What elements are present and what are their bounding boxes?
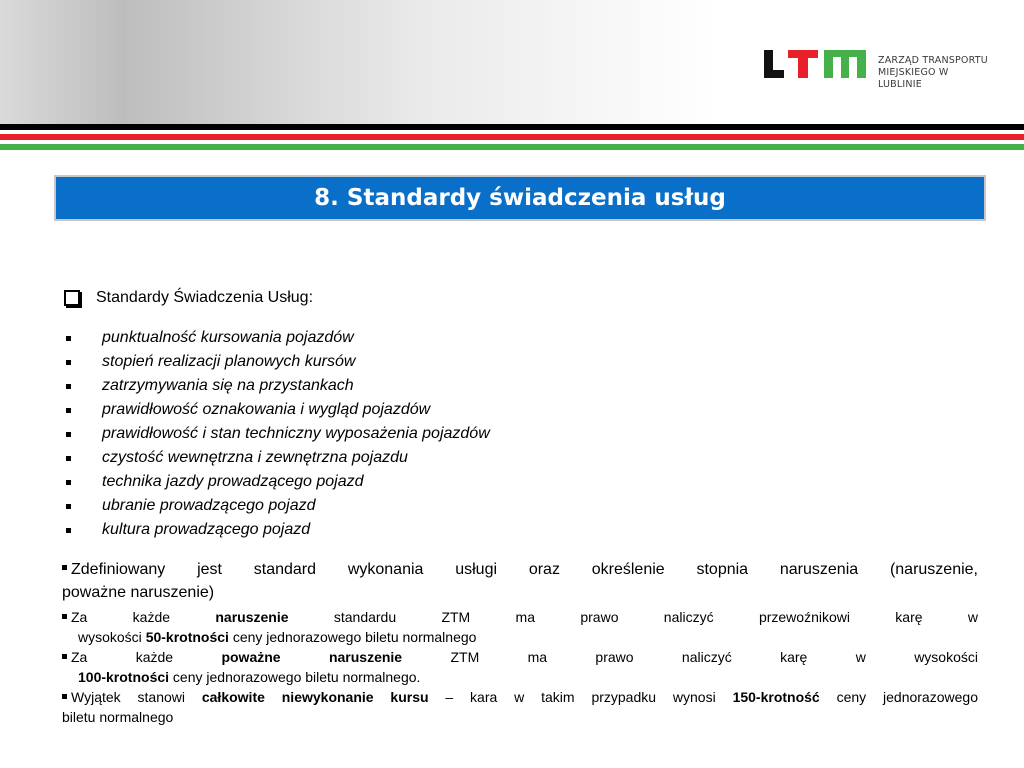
main-point-label: Standardy Świadczenia Usług:: [96, 289, 314, 306]
square-bullet-icon: [66, 480, 71, 485]
list-item-text: ubranie prowadzącego pojazd: [102, 497, 316, 514]
paragraph-serious-violation: Za każde poważne naruszenie ZTM ma prawo naliczyć karę w wysokości 100-krotności ceny jednorazowego biletu normalnego.: [62, 647, 978, 687]
square-bullet-icon: [62, 614, 67, 619]
standards-list: [62, 326, 978, 542]
square-bullet-icon: [66, 528, 71, 533]
list-item: [62, 422, 978, 446]
violation-bold: naruszenie: [215, 609, 289, 625]
penalty-50-bold: 50-krotności: [145, 629, 229, 645]
square-bullet-icon: [66, 504, 71, 509]
square-bullet-icon: [66, 336, 71, 341]
logo-text-line2: MIEJSKIEGO W LUBLINIE: [878, 67, 949, 90]
non-execution-bold: całkowite niewykonanie kursu: [201, 689, 429, 705]
slide-title: 8. Standardy świadczenia usług: [314, 185, 726, 211]
list-item: [62, 326, 978, 350]
list-item: [62, 470, 978, 494]
stripe-green: [0, 144, 1024, 150]
list-item-text: technika jazdy prowadzącego pojazd: [102, 473, 364, 490]
list-item: [62, 398, 978, 422]
p1-line2: poważne naruszenie): [62, 584, 215, 601]
list-item: [62, 494, 978, 518]
list-item-text: prawidłowość i stan techniczny wyposażenia pojazdów: [102, 425, 490, 442]
paragraph-exception: Wyjątek stanowi całkowite niewykonanie kursu – kara w takim przypadku wynosi 150-krotność ceny jednorazowego biletu normalnego: [62, 689, 978, 725]
list-item: [62, 518, 978, 542]
square-bullet-icon: [62, 694, 67, 699]
checkbox-bullet-icon: [64, 290, 80, 306]
decorative-stripes: [0, 124, 1024, 150]
list-item-text: czystość wewnętrzna i zewnętrzna pojazdu: [102, 449, 408, 466]
header-gradient: [0, 0, 1024, 124]
list-item-text: stopień realizacji planowych kursów: [102, 353, 356, 370]
list-item-text: zatrzymywania się na przystankach: [102, 377, 354, 394]
paragraph-violation: Za każde naruszenie standardu ZTM ma prawo naliczyć przewoźnikowi karę w wysokości 50-krotności ceny jednorazowego biletu normalnego: [62, 607, 978, 647]
penalty-150-bold: 150-krotność: [732, 689, 820, 705]
square-bullet-icon: [66, 456, 71, 461]
square-bullet-icon: [62, 565, 67, 570]
list-item: [62, 374, 978, 398]
logo-text-line1: ZARZĄD TRANSPORTU: [878, 55, 988, 66]
logo-text: [878, 55, 994, 91]
p1-line1: Zdefiniowany jest standard wykonania usługi oraz określenie stopnia naruszenia (naruszenie,: [71, 561, 978, 578]
list-item: [62, 350, 978, 374]
list-item-text: punktualność kursowania pojazdów: [102, 329, 354, 346]
slide-content: [62, 286, 978, 727]
list-item-text: kultura prowadzącego pojazd: [102, 521, 311, 538]
ztm-logo: [764, 47, 994, 90]
list-item-text: prawidłowość oznakowania i wygląd pojazdów: [102, 401, 431, 418]
serious-violation-bold: poważne naruszenie: [221, 649, 403, 665]
penalty-100-bold: 100-krotności: [78, 669, 170, 685]
square-bullet-icon: [66, 432, 71, 437]
square-bullet-icon: [66, 384, 71, 389]
square-bullet-icon: [66, 408, 71, 413]
main-point: [62, 286, 978, 310]
list-item: [62, 446, 978, 470]
square-bullet-icon: [66, 360, 71, 365]
paragraph-standard-definition: [62, 558, 978, 604]
square-bullet-icon: [62, 654, 67, 659]
title-box: [54, 175, 986, 221]
ltm-logo-mark: [764, 47, 868, 81]
p4-line2: biletu normalnego: [62, 709, 174, 725]
